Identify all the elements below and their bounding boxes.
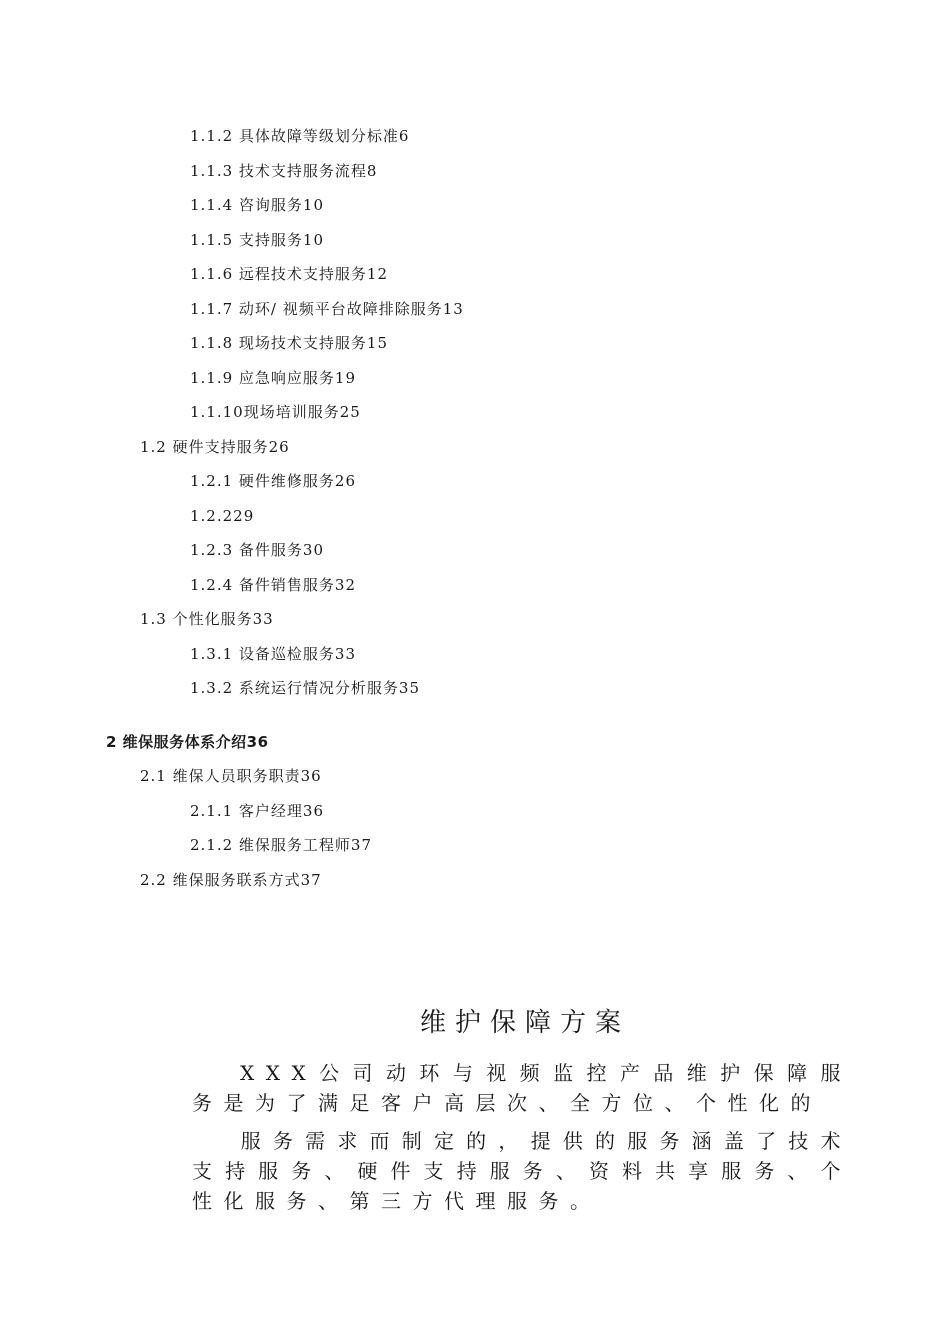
toc-entry[interactable]: 1.1.4 咨询服务10: [190, 196, 325, 214]
paragraph-text: 服务需求而制定的，提供的服务涵盖了技术支持服务、硬件支持服务、资料共享服务、个性化服务、第三方代理服务。: [192, 1129, 852, 1213]
toc-entry[interactable]: 1.3 个性化服务33: [140, 610, 274, 628]
body-paragraph: [192, 1058, 852, 1118]
toc-entry[interactable]: 2 维保服务体系介绍36: [106, 733, 269, 751]
toc-entry[interactable]: 1.1.10现场培训服务25: [190, 403, 361, 421]
toc-entry[interactable]: 1.1.5 支持服务10: [190, 231, 325, 249]
paragraph-text: XXX公司动环与视频监控产品维护保障服务是为了满足客户高层次、全方位、个性化的: [192, 1061, 852, 1115]
toc-entry[interactable]: 1.1.3 技术支持服务流程8: [190, 162, 378, 180]
document-title: 维护保障方案: [419, 1008, 630, 1038]
body-paragraph: [192, 1126, 852, 1216]
toc-entry[interactable]: 1.1.9 应急响应服务19: [190, 369, 357, 387]
toc-entry[interactable]: 1.1.6 远程技术支持服务12: [190, 265, 389, 283]
toc-entry[interactable]: 1.1.8 现场技术支持服务15: [190, 334, 389, 352]
toc-entry[interactable]: 1.1.7 动环/ 视频平台故障排除服务13: [190, 300, 464, 318]
toc-entry[interactable]: 1.2.3 备件服务30: [190, 541, 325, 559]
toc-entry[interactable]: 1.2.229: [190, 507, 255, 525]
toc-entry[interactable]: 2.1.2 维保服务工程师37: [190, 836, 373, 854]
toc-entry[interactable]: 2.1.1 客户经理36: [190, 802, 325, 820]
toc-entry[interactable]: 1.2.4 备件销售服务32: [190, 576, 357, 594]
toc-entry[interactable]: 1.2 硬件支持服务26: [140, 438, 290, 456]
toc-entry[interactable]: 1.1.2 具体故障等级划分标准6: [190, 127, 410, 145]
toc-entry[interactable]: 1.3.2 系统运行情况分析服务35: [190, 679, 421, 697]
toc-entry[interactable]: 2.2 维保服务联系方式37: [140, 871, 322, 889]
toc-entry[interactable]: 1.2.1 硬件维修服务26: [190, 472, 357, 490]
toc-entry[interactable]: 2.1 维保人员职务职责36: [140, 767, 322, 785]
toc-entry[interactable]: 1.3.1 设备巡检服务33: [190, 645, 357, 663]
